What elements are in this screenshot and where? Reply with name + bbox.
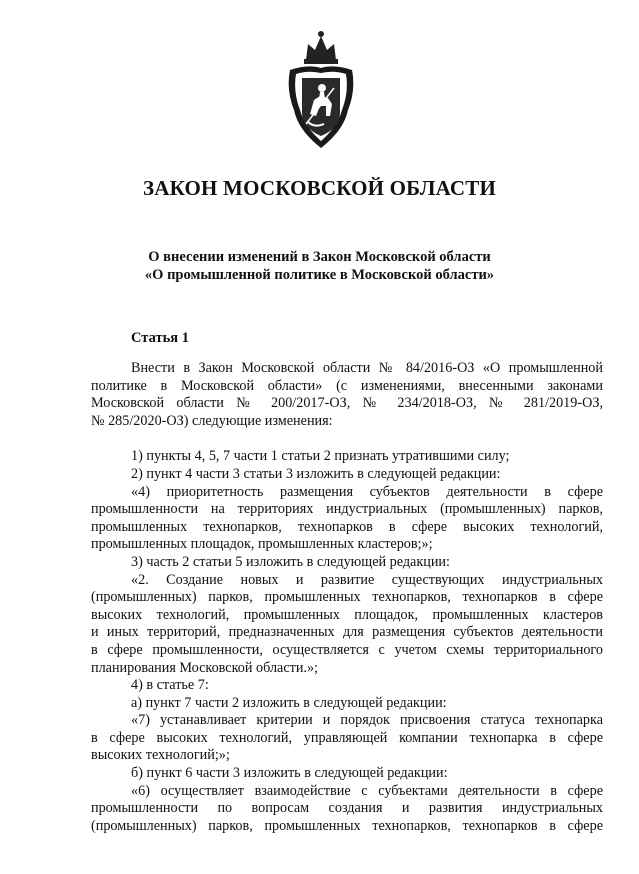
paragraph-line: 4) в статье 7: <box>131 677 209 694</box>
paragraph-line: (промышленных) парков, промышленных технопарков, технопарков в сфере <box>91 817 603 834</box>
paragraph-line: «7) устанавливает критерии и порядок присвоения статуса технопарка <box>131 712 603 729</box>
article-body <box>91 360 603 835</box>
paragraph-line: «2. Создание новых и развитие существующих индустриальных <box>131 571 603 588</box>
paragraph-line: промышленных площадок, промышленных кластеров;»; <box>91 536 433 553</box>
paragraph-line: 3) часть 2 статьи 5 изложить в следующей редакции: <box>131 553 450 570</box>
paragraph-line: промышленности на территориях индустриальных (промышленных) парков, <box>91 501 603 518</box>
paragraph-line: высоких технологий, промышленных площадок, промышленных кластеров <box>91 606 603 623</box>
paragraph-line: планирования Московской области.»; <box>91 659 319 676</box>
paragraph-line: высоких технологий;»; <box>91 747 230 764</box>
paragraph-line: а) пункт 7 части 2 изложить в следующей редакции: <box>131 694 447 711</box>
paragraph-line: (промышленных) парков, промышленных технопарков, технопарков в сфере <box>91 589 603 606</box>
intro-line: № 285/2020-ОЗ) следующие изменения: <box>91 412 333 429</box>
law-title: ЗАКОН МОСКОВСКОЙ ОБЛАСТИ <box>142 176 497 200</box>
paragraph-line: промышленных технопарков, технопарков в сфере высоких технологий, <box>91 518 603 535</box>
paragraph-line: 1) пункты 4, 5, 7 части 1 статьи 2 признать утратившими силу; <box>131 448 510 465</box>
paragraph-line: в сфере высоких технологий, управляющей компании технопарка в сфере <box>91 729 603 746</box>
paragraph-line: б) пункт 6 части 3 изложить в следующей редакции: <box>131 765 448 782</box>
paragraph-line: промышленности по вопросам создания и развития индустриальных <box>91 800 603 817</box>
intro-line: Московской области № 200/2017-ОЗ, № 234/2018-ОЗ, № 281/2019-ОЗ, <box>91 395 603 412</box>
paragraph-line: 2) пункт 4 части 3 статьи 3 изложить в следующей редакции: <box>131 465 501 482</box>
paragraph-line: в сфере промышленности, осуществляется с учетом схемы территориального <box>91 641 603 658</box>
moscow-oblast-coat-of-arms-icon <box>284 30 358 152</box>
article-heading: Статья 1 <box>131 330 189 346</box>
paragraph-line: «4) приоритетность размещения субъектов деятельности в сфере <box>131 483 603 500</box>
intro-line: Внести в Закон Московской области № 84/2016-ОЗ «О промышленной <box>131 360 603 376</box>
law-subtitle <box>40 248 599 284</box>
paragraph-line: и иных территорий, предназначенных для размещения субъектов деятельности <box>91 624 603 641</box>
paragraph-line: «6) осуществляет взаимодействие с субъектами деятельности в сфере <box>131 782 603 799</box>
subtitle-line: О внесении изменений в Закон Московской области <box>148 249 491 265</box>
subtitle-line: «О промышленной политике в Московской области» <box>144 267 495 283</box>
intro-line: политике в Московской области» (с изменениями, внесенными законами <box>91 377 603 394</box>
